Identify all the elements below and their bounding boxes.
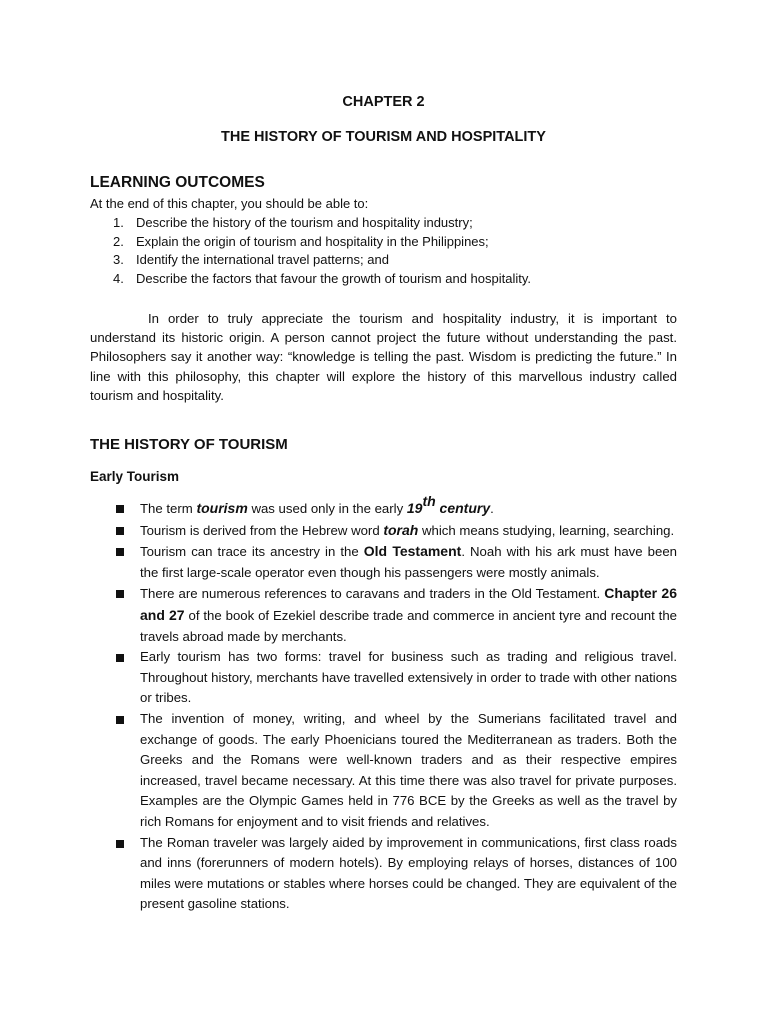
term-chapter-reference: Chapter 26 and 27 [140, 585, 677, 623]
bullet-text: Early tourism has two forms: travel for business such as trading and religious travel. Throughout history, merchants have travelled extensively in order to trade with other nations or tribes. [140, 649, 677, 706]
early-tourism-subheading: Early Tourism [90, 469, 180, 484]
term-tourism: tourism [196, 500, 248, 516]
square-bullet-icon [116, 840, 124, 848]
bullet-text: which means studying, learning, searching. [418, 522, 675, 538]
century-number: 19 [406, 500, 423, 516]
century-word: century [435, 500, 491, 516]
square-bullet-icon [116, 505, 124, 513]
bullet-text: was used only in the early [247, 501, 407, 516]
history-heading: THE HISTORY OF TOURISM [90, 436, 288, 453]
list-item [90, 833, 677, 915]
bullet-text: There are numerous references to caravans and traders in the Old Testament. [140, 586, 605, 602]
bullet-text: . Noah with his ark must have been the first large-scale operator even though his passengers were mostly animals. [140, 544, 677, 580]
list-item [90, 647, 677, 709]
list-item [90, 493, 677, 520]
list-item [90, 520, 677, 542]
list-text: Describe the factors that favour the growth of tourism and hospitality. [136, 271, 532, 287]
learning-outcomes-heading: LEARNING OUTCOMES [90, 174, 265, 191]
list-item [90, 270, 531, 289]
chapter-number: CHAPTER 2 [342, 94, 425, 110]
learning-outcomes-lead: At the end of this chapter, you should be able to: [90, 196, 369, 211]
learning-outcomes-list [90, 214, 531, 289]
square-bullet-icon [116, 548, 124, 556]
list-item [90, 233, 531, 252]
intro-paragraph: In order to truly appreciate the tourism and hospitality industry, it is important to understand its historic origin. A person cannot project the future without understanding the past. Philosophers say it another way: “knowledge is telling the past. Wisdom is predicting the future.” In line with this philosophy, this chapter will explore the history of this marvellous industry called tourism and hospitality. [90, 311, 677, 403]
ordinal-suffix: th [422, 493, 436, 509]
term-torah: torah [383, 521, 419, 538]
bullet-text: Tourism is derived from the Hebrew word [140, 522, 384, 538]
list-text: Describe the history of the tourism and hospitality industry; [136, 215, 473, 230]
bullet-text: Tourism can trace its ancestry in the [140, 544, 364, 560]
square-bullet-icon [116, 654, 124, 662]
list-item [90, 251, 531, 270]
square-bullet-icon [116, 716, 124, 724]
bullet-text: The invention of money, writing, and wheel by the Sumerians facilitated travel and exchange of goods. The early Phoenicians toured the Mediterranean as traders. Both the Greeks and the Romans were well-known traders and as their respective empires increased, travel became necessary. At this time there was also travel for private purposes. Examples are the Olympic Games held in 776 BCE by the Greeks as well as the travel by rich Romans for enjoyment and to visit friends and relatives. [140, 710, 677, 829]
list-item [90, 583, 677, 647]
list-number: 2. [113, 233, 124, 249]
bullet-text: The Roman traveler was largely aided by improvement in communications, first class roads and inns (forerunners of modern hotels). By employing relays of horses, distances of 100 miles were mutations or stables where horses could be changed. They are equivalent of the present gasoline stations. [140, 834, 677, 912]
square-bullet-icon [116, 527, 124, 535]
list-number: 4. [113, 271, 124, 287]
chapter-title: THE HISTORY OF TOURISM AND HOSPITALITY [221, 129, 546, 145]
term-old-testament: Old Testament [363, 543, 462, 560]
early-tourism-list [90, 493, 677, 915]
list-text: Identify the international travel patterns; and [136, 252, 389, 268]
list-number: 3. [113, 252, 124, 268]
bullet-text: . [490, 501, 494, 516]
list-number: 1. [113, 215, 124, 230]
square-bullet-icon [116, 590, 124, 598]
bullet-text: The term [140, 501, 197, 516]
list-item [90, 214, 531, 233]
list-item [90, 541, 677, 583]
list-text: Explain the origin of tourism and hospitality in the Philippines; [136, 233, 489, 249]
bullet-text: of the book of Ezekiel describe trade and commerce in ancient tyre and recount the travels abroad made by merchants. [140, 607, 677, 644]
list-item [90, 709, 677, 833]
